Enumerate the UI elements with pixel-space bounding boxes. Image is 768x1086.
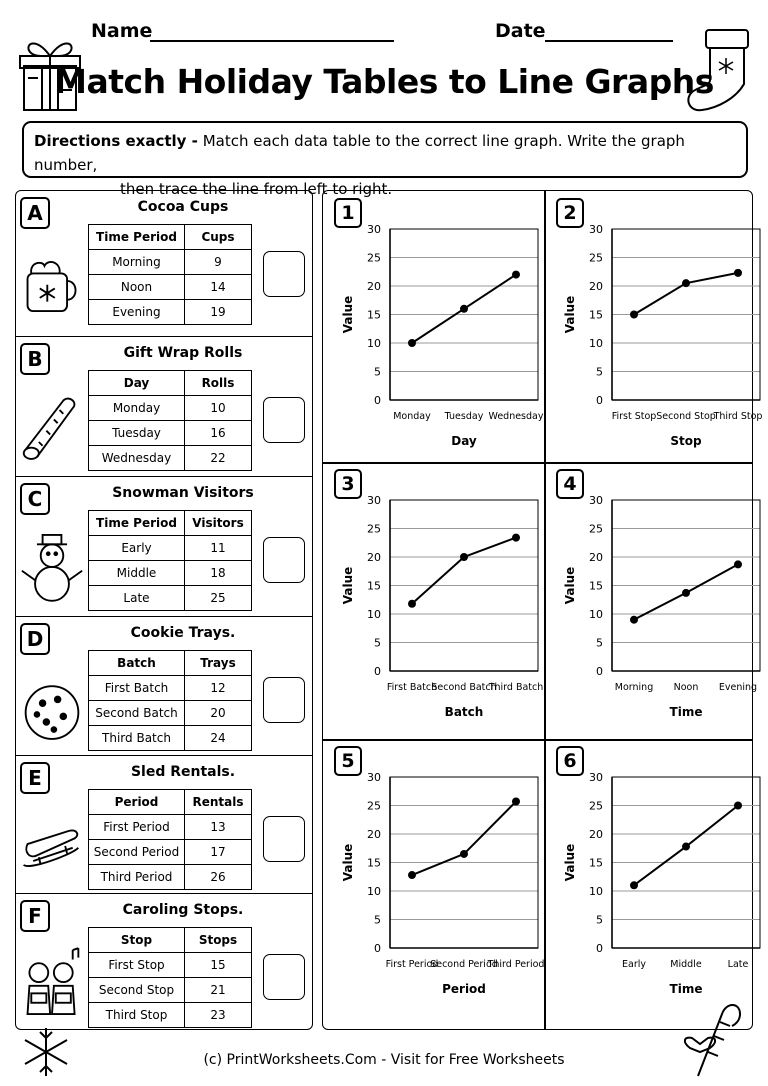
table-header-row: [89, 790, 252, 815]
table-cell-value: 12: [185, 676, 252, 701]
table-cell-value: 22: [185, 446, 252, 471]
data-point: [630, 311, 638, 319]
data-table: [88, 789, 252, 890]
directions-text-line1: Match each data table to the correct line graph. Write the graph number,: [34, 132, 685, 174]
table-cell-value: 11: [185, 536, 252, 561]
table-row: [89, 250, 252, 275]
answer-box[interactable]: [263, 251, 305, 297]
carolers-icon: [20, 942, 84, 1024]
table-header-col1: Time Period: [89, 511, 185, 536]
table-cell-label: Third Period: [89, 865, 185, 890]
table-cell-value: 21: [185, 978, 252, 1003]
x-tick-label: Evening: [718, 682, 758, 693]
y-tick-label: 30: [589, 494, 603, 507]
data-point: [460, 553, 468, 561]
table-cell-label: First Batch: [89, 676, 185, 701]
y-tick-label: 15: [589, 308, 603, 322]
table-cell-value: 9: [185, 250, 252, 275]
x-axis-title: Time: [669, 705, 703, 719]
data-point: [408, 339, 416, 347]
data-point: [734, 802, 742, 810]
series-line: [412, 802, 516, 876]
y-axis-title: Value: [563, 843, 577, 882]
table-row: [89, 396, 252, 421]
data-point: [512, 534, 520, 542]
table-letter: E: [20, 762, 50, 794]
line-graph-3: [323, 462, 544, 739]
data-table-section-d: [16, 617, 312, 756]
sled-icon: [20, 804, 84, 886]
y-tick-label: 0: [596, 942, 603, 955]
x-axis-title: Stop: [670, 434, 702, 448]
page-title: Match Holiday Tables to Line Graphs: [54, 62, 714, 101]
line-graph-svg: [323, 739, 544, 1031]
y-tick-label: 30: [589, 223, 603, 236]
table-cell-label: First Period: [89, 815, 185, 840]
graph-number: 2: [556, 198, 584, 228]
data-table-section-a: [16, 191, 312, 337]
table-cell-label: First Stop: [89, 953, 185, 978]
name-write-line[interactable]: [150, 40, 394, 42]
line-graph-4: [545, 462, 758, 739]
table-header-col2: Cups: [185, 225, 252, 250]
date-label: Date: [495, 20, 546, 42]
table-cell-value: 24: [185, 726, 252, 751]
table-row: [89, 953, 252, 978]
table-cell-value: 25: [185, 586, 252, 611]
series-line: [412, 538, 516, 604]
table-title: Gift Wrap Rolls: [123, 345, 243, 361]
snowman-icon: [20, 525, 84, 607]
table-cell-label: Monday: [89, 396, 185, 421]
x-tick-label: Early: [622, 959, 646, 970]
x-tick-label: Second Stop: [656, 411, 716, 422]
x-tick-label: First Batch: [386, 682, 438, 693]
table-cell-value: 26: [185, 865, 252, 890]
hot-cocoa-mug-icon: [20, 239, 84, 321]
table-cell-label: Wednesday: [89, 446, 185, 471]
x-tick-label: Third Period: [487, 959, 545, 970]
y-tick-label: 0: [374, 942, 381, 955]
table-row: [89, 726, 252, 751]
table-row: [89, 275, 252, 300]
table-cell-value: 15: [185, 953, 252, 978]
line-graph-svg: [323, 462, 544, 739]
table-row: [89, 978, 252, 1003]
table-row: [89, 865, 252, 890]
x-axis-title: Batch: [444, 705, 484, 719]
y-tick-label: 20: [589, 551, 603, 564]
y-tick-label: 0: [374, 394, 381, 407]
y-tick-label: 0: [374, 665, 381, 678]
y-tick-label: 15: [589, 579, 603, 593]
data-point: [682, 279, 690, 287]
data-point: [408, 600, 416, 608]
graph-number: 4: [556, 469, 584, 499]
table-cell-label: Second Stop: [89, 978, 185, 1003]
name-label: Name: [91, 20, 153, 42]
table-row: [89, 840, 252, 865]
table-row: [89, 421, 252, 446]
y-tick-label: 30: [367, 223, 381, 236]
y-tick-label: 20: [367, 551, 381, 564]
table-letter: A: [20, 197, 50, 229]
y-tick-label: 25: [589, 522, 603, 536]
table-cell-label: Second Period: [89, 840, 185, 865]
table-header-row: [89, 651, 252, 676]
x-tick-label: Third Stop: [713, 411, 763, 422]
y-tick-label: 20: [589, 828, 603, 841]
data-table: [88, 224, 252, 325]
data-table-section-c: [16, 477, 312, 617]
y-tick-label: 5: [374, 365, 381, 379]
series-line: [634, 273, 738, 315]
table-cell-value: 18: [185, 561, 252, 586]
data-tables-panel: [15, 190, 313, 1030]
y-axis-title: Value: [341, 566, 355, 605]
graph-number: 1: [334, 198, 362, 228]
y-tick-label: 5: [596, 365, 603, 379]
table-letter: C: [20, 483, 50, 515]
x-tick-label: Morning: [614, 682, 654, 693]
line-graph-5: [323, 739, 544, 1031]
y-axis-title: Value: [563, 295, 577, 334]
x-tick-label: Tuesday: [444, 411, 484, 422]
table-header-col2: Rentals: [185, 790, 252, 815]
table-cell-value: 14: [185, 275, 252, 300]
table-cell-label: Early: [89, 536, 185, 561]
y-axis-title: Value: [341, 843, 355, 882]
data-point: [630, 616, 638, 624]
table-cell-label: Tuesday: [89, 421, 185, 446]
y-tick-label: 15: [367, 308, 381, 322]
table-row: [89, 815, 252, 840]
table-row: [89, 701, 252, 726]
x-axis-title: Period: [442, 982, 486, 996]
data-point: [682, 843, 690, 851]
y-tick-label: 5: [374, 636, 381, 650]
table-cell-value: 23: [185, 1003, 252, 1028]
y-tick-label: 0: [596, 665, 603, 678]
graph-number: 5: [334, 746, 362, 776]
x-tick-label: Noon: [673, 682, 699, 693]
table-cell-label: Middle: [89, 561, 185, 586]
table-row: [89, 676, 252, 701]
x-tick-label: Middle: [670, 959, 702, 970]
table-header-col1: Time Period: [89, 225, 185, 250]
x-tick-label: Second Period: [430, 959, 498, 970]
y-tick-label: 20: [367, 280, 381, 293]
line-graph-2: [545, 191, 763, 462]
y-tick-label: 10: [589, 608, 603, 621]
table-header-col2: Stops: [185, 928, 252, 953]
data-table: [88, 510, 252, 611]
y-tick-label: 10: [367, 337, 381, 350]
data-table: [88, 650, 252, 751]
answer-box[interactable]: [263, 677, 305, 723]
y-tick-label: 10: [589, 337, 603, 350]
graph-number: 3: [334, 469, 362, 499]
y-tick-label: 15: [367, 579, 381, 593]
table-row: [89, 586, 252, 611]
y-axis-title: Value: [341, 295, 355, 334]
answer-box[interactable]: [263, 954, 305, 1000]
y-tick-label: 20: [589, 280, 603, 293]
data-point: [734, 560, 742, 568]
line-graph-1: [323, 191, 544, 462]
data-point: [408, 871, 416, 879]
graph-number: 6: [556, 746, 584, 776]
table-letter: F: [20, 900, 50, 932]
line-graphs-panel: [322, 190, 763, 1030]
directions-text-line2: then trace the line from left to right.: [120, 180, 393, 198]
directions-lead: Directions exactly -: [34, 132, 198, 150]
table-header-col1: Batch: [89, 651, 185, 676]
table-row: [89, 446, 252, 471]
y-tick-label: 5: [374, 913, 381, 927]
table-cell-label: Second Batch: [89, 701, 185, 726]
table-cell-label: Morning: [89, 250, 185, 275]
table-title: Caroling Stops.: [122, 902, 244, 918]
table-header-col2: Visitors: [185, 511, 252, 536]
table-row: [89, 300, 252, 325]
table-header-col2: Rolls: [185, 371, 252, 396]
data-point: [512, 798, 520, 806]
line-graph-svg: [323, 191, 544, 462]
table-row: [89, 536, 252, 561]
y-tick-label: 30: [367, 494, 381, 507]
data-table: [88, 370, 252, 471]
y-tick-label: 25: [367, 251, 381, 265]
table-title: Snowman Visitors: [112, 485, 254, 501]
y-tick-label: 25: [367, 522, 381, 536]
y-tick-label: 30: [589, 771, 603, 784]
data-point: [460, 850, 468, 858]
y-tick-label: 15: [589, 856, 603, 870]
line-graph-svg: [545, 191, 763, 462]
y-tick-label: 25: [589, 799, 603, 813]
table-row: [89, 1003, 252, 1028]
table-header-col2: Trays: [185, 651, 252, 676]
table-letter: D: [20, 623, 50, 655]
table-header-row: [89, 511, 252, 536]
data-point: [682, 589, 690, 597]
data-table-section-b: [16, 337, 312, 477]
y-tick-label: 10: [589, 885, 603, 898]
answer-box[interactable]: [263, 397, 305, 443]
y-tick-label: 10: [367, 885, 381, 898]
data-point: [734, 269, 742, 277]
table-cell-label: Late: [89, 586, 185, 611]
x-tick-label: Late: [727, 959, 749, 970]
table-header-row: [89, 928, 252, 953]
table-cell-label: Noon: [89, 275, 185, 300]
table-cell-value: 10: [185, 396, 252, 421]
x-tick-label: First Period: [385, 959, 439, 970]
table-header-col1: Day: [89, 371, 185, 396]
table-cell-value: 17: [185, 840, 252, 865]
table-title: Sled Rentals.: [130, 764, 236, 780]
data-table: [88, 927, 252, 1028]
y-tick-label: 5: [596, 913, 603, 927]
x-tick-label: Third Batch: [488, 682, 544, 693]
data-point: [460, 305, 468, 313]
x-tick-label: First Stop: [611, 411, 657, 422]
table-cell-value: 16: [185, 421, 252, 446]
line-graph-svg: [545, 739, 754, 1031]
table-title: Cookie Trays.: [130, 625, 236, 641]
answer-box[interactable]: [263, 816, 305, 862]
table-title: Cocoa Cups: [137, 199, 229, 215]
y-tick-label: 15: [367, 856, 381, 870]
data-point: [630, 881, 638, 889]
data-point: [512, 271, 520, 279]
x-tick-label: Second Batch: [431, 682, 497, 693]
table-cell-value: 19: [185, 300, 252, 325]
x-tick-label: Wednesday: [488, 411, 544, 422]
table-cell-value: 20: [185, 701, 252, 726]
x-axis-title: Day: [451, 434, 477, 448]
cookie-icon: [20, 665, 84, 747]
data-table-section-f: [16, 894, 312, 1031]
y-tick-label: 20: [367, 828, 381, 841]
table-row: [89, 561, 252, 586]
date-write-line[interactable]: [545, 40, 673, 42]
x-axis-title: Time: [669, 982, 703, 996]
table-cell-label: Evening: [89, 300, 185, 325]
table-header-row: [89, 225, 252, 250]
table-header-col1: Period: [89, 790, 185, 815]
data-table-section-e: [16, 756, 312, 894]
line-graph-svg: [545, 462, 758, 739]
y-tick-label: 25: [367, 799, 381, 813]
directions-box: [22, 121, 748, 198]
table-letter: B: [20, 343, 50, 375]
table-header-row: [89, 371, 252, 396]
table-cell-value: 13: [185, 815, 252, 840]
y-tick-label: 25: [589, 251, 603, 265]
table-header-col1: Stop: [89, 928, 185, 953]
gift-wrap-roll-icon: [20, 385, 84, 467]
answer-box[interactable]: [263, 537, 305, 583]
y-axis-title: Value: [563, 566, 577, 605]
table-cell-label: Third Stop: [89, 1003, 185, 1028]
table-cell-label: Third Batch: [89, 726, 185, 751]
line-graph-6: [545, 739, 754, 1031]
y-tick-label: 0: [596, 394, 603, 407]
x-tick-label: Monday: [393, 411, 431, 422]
y-tick-label: 10: [367, 608, 381, 621]
footer-credit: (c) PrintWorksheets.Com - Visit for Free Worksheets: [203, 1052, 565, 1068]
y-tick-label: 30: [367, 771, 381, 784]
y-tick-label: 5: [596, 636, 603, 650]
